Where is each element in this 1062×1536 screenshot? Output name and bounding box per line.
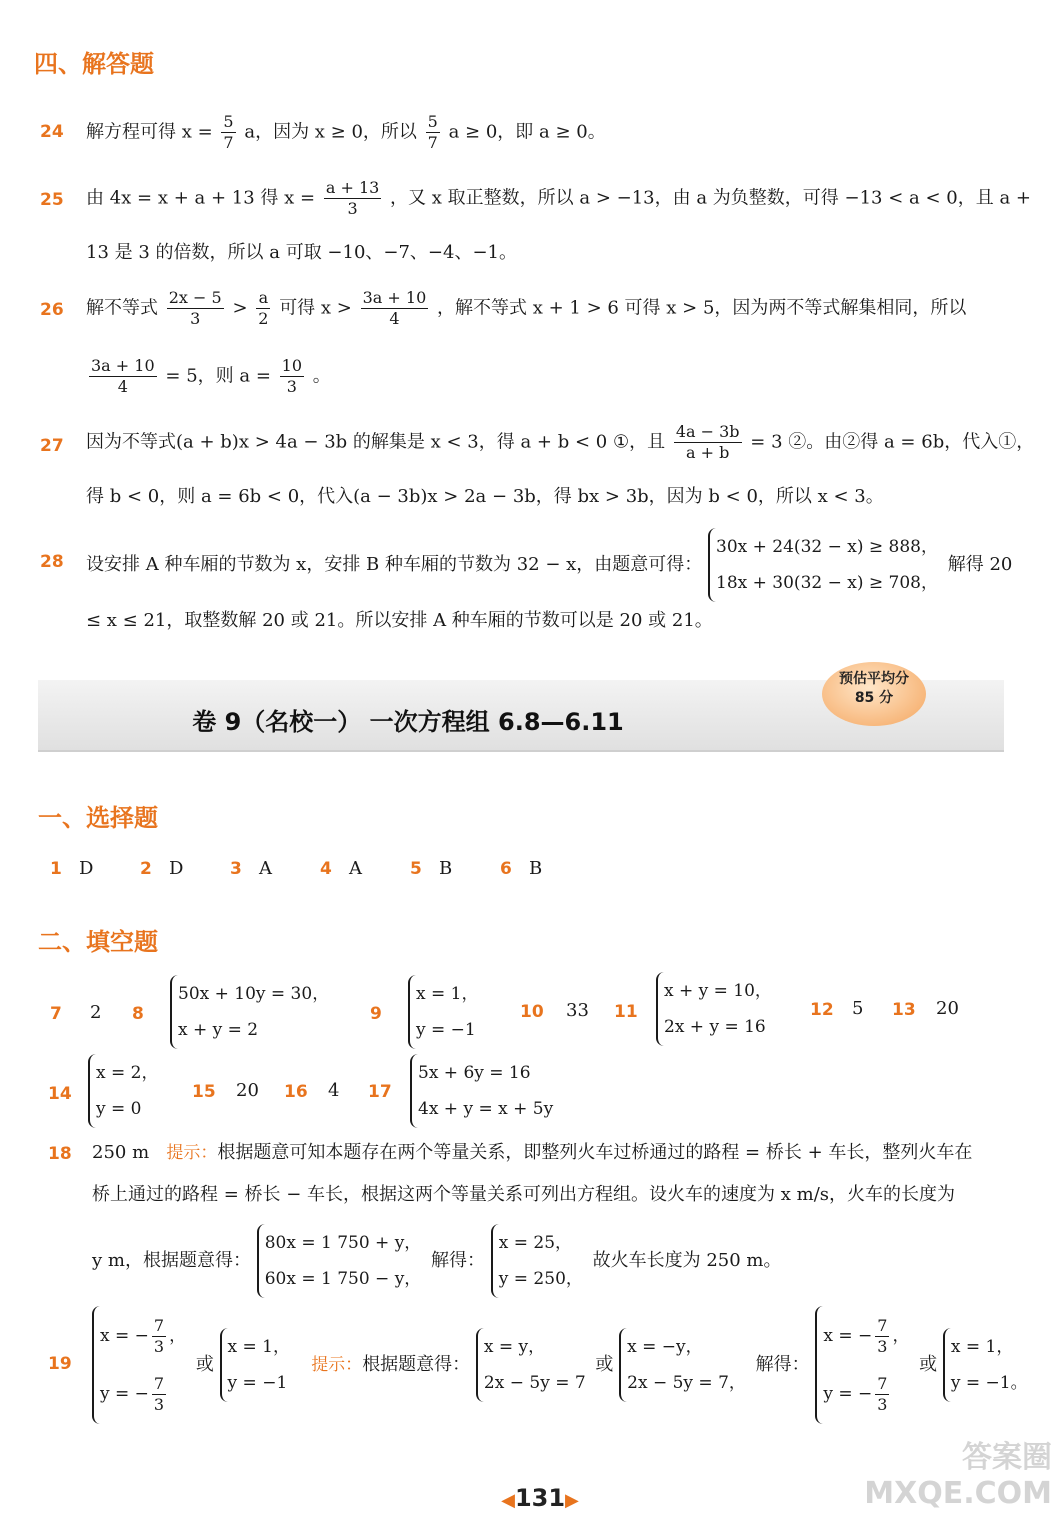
text-segment: y = −	[100, 1384, 149, 1404]
equation-system	[88, 1054, 162, 1128]
equation	[100, 1365, 186, 1423]
equation: 4x + y = x + 5y	[418, 1099, 554, 1119]
answer-letter: A	[259, 858, 273, 879]
denominator: 4	[117, 377, 128, 396]
equation-system	[257, 1224, 426, 1298]
numerator: 5	[427, 112, 438, 131]
text-segment: 或	[595, 1354, 614, 1375]
hint-label: 提示：	[311, 1355, 363, 1375]
text-segment: 解不等式	[86, 297, 158, 319]
text-segment: 。	[312, 365, 331, 387]
question-25-text	[86, 178, 1031, 219]
badge-label: 预估平均分	[839, 671, 909, 687]
equation: 2x + y = 16	[664, 1017, 766, 1037]
equation-system	[708, 528, 942, 602]
answer-letter: B	[529, 858, 543, 879]
fraction	[152, 1374, 166, 1415]
equation: y = −1	[227, 1373, 288, 1393]
text-segment: ，解不等式 x + 1 > 6 可得 x > 5，因为两不等式解集相同，所以	[437, 297, 967, 319]
text-segment: 解得：	[431, 1250, 486, 1271]
equation: y = 250，	[498, 1269, 583, 1289]
question-number: 3	[230, 859, 242, 879]
mc-answer	[50, 856, 140, 882]
equation-system	[410, 1054, 557, 1128]
text-segment: ，又 x 取正整数，所以 a > −13，由 a 为负整数，可得 −13 < a < 0，且 a +	[390, 187, 1031, 209]
section-title-answers: 四、解答题	[34, 50, 154, 78]
watermark-line: MXQE.COM	[864, 1476, 1052, 1511]
numerator: 5	[223, 112, 234, 131]
fraction	[256, 288, 270, 329]
answer-value: 20	[936, 998, 959, 1019]
denominator: 3	[347, 199, 358, 218]
hint-label: 提示：	[166, 1143, 218, 1163]
equation-system	[408, 975, 482, 1049]
equation: 2x − 5y = 7	[483, 1373, 586, 1393]
question-number: 4	[320, 859, 332, 879]
text-segment: 由 4x = x + a + 13 得 x =	[86, 187, 316, 209]
denominator: 7	[427, 133, 438, 152]
equation: x = 1，	[950, 1337, 1014, 1357]
mc-answer	[500, 856, 590, 882]
numerator: 3a + 10	[91, 356, 155, 375]
answer-system	[88, 1054, 162, 1128]
question-number: 16	[284, 1082, 308, 1102]
fraction	[361, 288, 429, 329]
page-number-text: 131	[514, 1484, 566, 1512]
denominator: 3	[877, 1395, 888, 1414]
equation-system	[170, 975, 333, 1049]
answer-system	[408, 975, 482, 1049]
fraction	[324, 178, 381, 219]
text-segment: 或	[919, 1354, 938, 1375]
equation	[823, 1365, 909, 1423]
equation: y = 0	[96, 1099, 142, 1119]
text-segment: 设安排 A 种车厢的节数为 x，安排 B 种车厢的节数为 32 − x，由题意可得：	[86, 554, 703, 575]
answer-value: 33	[566, 1000, 589, 1021]
question-26-line2	[86, 356, 331, 397]
equation: x = −y，	[627, 1337, 703, 1357]
test-title: 卷 9（名校一） 一次方程组 6.8—6.11	[192, 708, 624, 736]
equation-system	[491, 1224, 587, 1298]
denominator: 2	[258, 309, 269, 328]
text-segment: a ≥ 0，即 a ≥ 0。	[448, 121, 606, 143]
equation	[100, 1307, 186, 1365]
equation: 50x + 10y = 30，	[178, 984, 330, 1004]
question-number: 5	[410, 859, 422, 879]
equation-system	[656, 972, 776, 1046]
fraction	[875, 1316, 889, 1357]
question-number: 25	[40, 190, 64, 210]
question-number: 17	[368, 1082, 392, 1102]
numerator: 7	[877, 1316, 888, 1335]
fraction	[221, 112, 235, 153]
section-title-multiple-choice: 一、选择题	[38, 804, 158, 832]
denominator: 3	[877, 1337, 888, 1356]
numerator: 4a − 3b	[675, 422, 740, 441]
numerator: 3a + 10	[362, 288, 427, 307]
question-number: 19	[48, 1354, 72, 1374]
fraction	[89, 356, 157, 397]
numerator: 7	[153, 1374, 165, 1393]
question-26-text	[86, 288, 966, 329]
question-number: 9	[370, 1004, 382, 1024]
section-title-fill-in: 二、填空题	[38, 928, 158, 956]
answer-value: 2	[90, 1002, 102, 1023]
question-28-text	[86, 528, 1012, 602]
question-number: 2	[140, 859, 152, 879]
text-segment: 解得 20	[947, 554, 1013, 575]
equation: x = 2，	[96, 1063, 159, 1083]
text-segment: = 5，则 a =	[165, 365, 271, 387]
text-segment: ，	[169, 1326, 187, 1346]
equation: 80x = 1 750 + y，	[264, 1233, 422, 1253]
text-segment: 或	[195, 1354, 214, 1375]
equation: x = 1，	[416, 984, 479, 1004]
text-segment: >	[232, 297, 248, 319]
text-segment: a，因为 x ≥ 0，所以	[244, 121, 417, 143]
equation: 30x + 24(32 − x) ≥ 888，	[716, 537, 938, 557]
denominator: 4	[389, 309, 400, 328]
equation: x + y = 10，	[664, 981, 772, 1001]
average-score-badge	[822, 662, 926, 726]
equation: 18x + 30(32 − x) ≥ 708，	[716, 573, 938, 593]
answer-system	[410, 1054, 557, 1128]
equation: x = 25，	[498, 1233, 573, 1253]
numerator: 2x − 5	[168, 288, 222, 307]
fraction	[674, 422, 742, 463]
mc-answer	[230, 856, 320, 882]
equation: 60x = 1 750 − y，	[264, 1269, 422, 1289]
answer-system	[170, 975, 333, 1049]
mc-answer	[410, 856, 500, 882]
answer-letter: B	[439, 858, 453, 879]
question-27-line2: 得 b < 0，则 a = 6b < 0，代入(a − 3b)x > 2a − 3b，得 bx > 3b，因为 b < 0，所以 x < 3。	[86, 486, 884, 507]
question-18-line2: 桥上通过的路程 = 桥长 − 车长，根据这两个等量关系可列出方程组。设火车的速度为 x m/s，火车的长度为	[92, 1184, 956, 1205]
equation: y = −1	[416, 1020, 476, 1040]
fraction	[426, 112, 440, 153]
numerator: 10	[281, 356, 302, 375]
text-segment: 根据题意得：	[362, 1354, 471, 1375]
denominator: 7	[223, 133, 234, 152]
page-number	[490, 1484, 590, 1512]
mc-answer	[320, 856, 410, 882]
question-number: 12	[810, 1000, 834, 1020]
equation-system	[476, 1328, 590, 1402]
equation: 5x + 6y = 16	[418, 1063, 531, 1083]
question-number: 8	[132, 1004, 144, 1024]
text-segment: 解方程可得 x =	[86, 121, 213, 143]
equation-system	[815, 1306, 913, 1424]
answer-letter: D	[79, 858, 94, 879]
equation-system	[943, 1328, 1032, 1402]
question-number: 13	[892, 1000, 916, 1020]
question-24-text	[86, 112, 606, 153]
answer-system	[656, 972, 776, 1046]
text-segment: x = −	[100, 1326, 149, 1346]
question-18-line3	[92, 1224, 782, 1298]
question-number: 28	[40, 552, 64, 572]
question-number: 27	[40, 436, 64, 456]
question-number: 7	[50, 1004, 62, 1024]
question-number: 11	[614, 1002, 638, 1022]
equation: x = y，	[483, 1337, 546, 1357]
text-segment: = 3 ②。由②得 a = 6b，代入①，	[750, 431, 1035, 453]
mc-answer	[140, 856, 230, 882]
denominator: 3	[286, 377, 297, 396]
answer-letter: A	[349, 858, 363, 879]
watermark	[864, 1440, 1052, 1512]
text-segment: 因为不等式(a + b)x > 4a − 3b 的解集是 x < 3，得 a + b < 0 ①，且	[86, 431, 666, 453]
text-segment: 可得 x >	[279, 297, 352, 319]
equation: y = −1。	[950, 1373, 1028, 1393]
question-number: 24	[40, 122, 64, 142]
question-27-text	[86, 422, 1034, 463]
text-segment: x = −	[823, 1326, 873, 1346]
equation: 2x − 5y = 7，	[627, 1373, 746, 1393]
question-number: 10	[520, 1002, 544, 1022]
fraction	[875, 1374, 889, 1415]
numerator: a	[256, 288, 270, 309]
question-number: 6	[500, 859, 512, 879]
answer-value: 250 m	[92, 1142, 150, 1163]
question-number: 14	[48, 1084, 72, 1104]
answer-value: 20	[236, 1080, 259, 1101]
text-segment: 故火车长度为 250 m。	[592, 1250, 782, 1271]
equation-system	[619, 1328, 750, 1402]
multiple-choice-answers	[50, 856, 590, 882]
numerator: 7	[877, 1374, 888, 1393]
left-arrow-icon: ◀	[501, 1490, 515, 1511]
question-19-text	[92, 1306, 1032, 1424]
question-25-line2: 13 是 3 的倍数，所以 a 可取 −10、−7、−4、−1。	[86, 242, 518, 263]
denominator: 3	[153, 1337, 165, 1356]
denominator: 3	[190, 309, 201, 328]
text-segment: 根据题意可知本题存在两个等量关系，即整列火车过桥通过的路程 = 桥长 + 车长，整列火车在	[217, 1142, 973, 1163]
question-28-line2: ≤ x ≤ 21，取整数解 20 或 21。所以安排 A 种车厢的节数可以是 20 或 21。	[86, 610, 713, 631]
question-18-text	[92, 1140, 972, 1166]
equation: x = 1，	[227, 1337, 291, 1357]
question-number: 1	[50, 859, 62, 879]
fraction	[152, 1316, 166, 1357]
fraction	[280, 356, 304, 397]
denominator: 3	[153, 1395, 165, 1414]
text-segment: y m，根据题意得：	[92, 1250, 251, 1271]
text-segment: ，	[892, 1326, 910, 1346]
numerator: 7	[153, 1316, 165, 1335]
question-number: 26	[40, 300, 64, 320]
question-number: 15	[192, 1082, 216, 1102]
equation	[823, 1307, 909, 1365]
badge-score: 85 分	[854, 690, 894, 706]
denominator: a + b	[686, 443, 730, 462]
answer-value: 4	[328, 1080, 340, 1101]
fraction	[167, 288, 224, 329]
answer-letter: D	[169, 858, 184, 879]
equation-system	[92, 1306, 190, 1424]
text-segment: y = −	[823, 1384, 873, 1404]
watermark-line: 答案圈	[962, 1440, 1052, 1475]
equation-system	[220, 1328, 294, 1402]
equation: x + y = 2	[178, 1020, 259, 1040]
right-arrow-icon: ▶	[565, 1490, 579, 1511]
question-number: 18	[48, 1144, 72, 1164]
numerator: a + 13	[325, 178, 380, 197]
answer-value: 5	[852, 998, 864, 1019]
text-segment: 解得：	[755, 1354, 810, 1375]
